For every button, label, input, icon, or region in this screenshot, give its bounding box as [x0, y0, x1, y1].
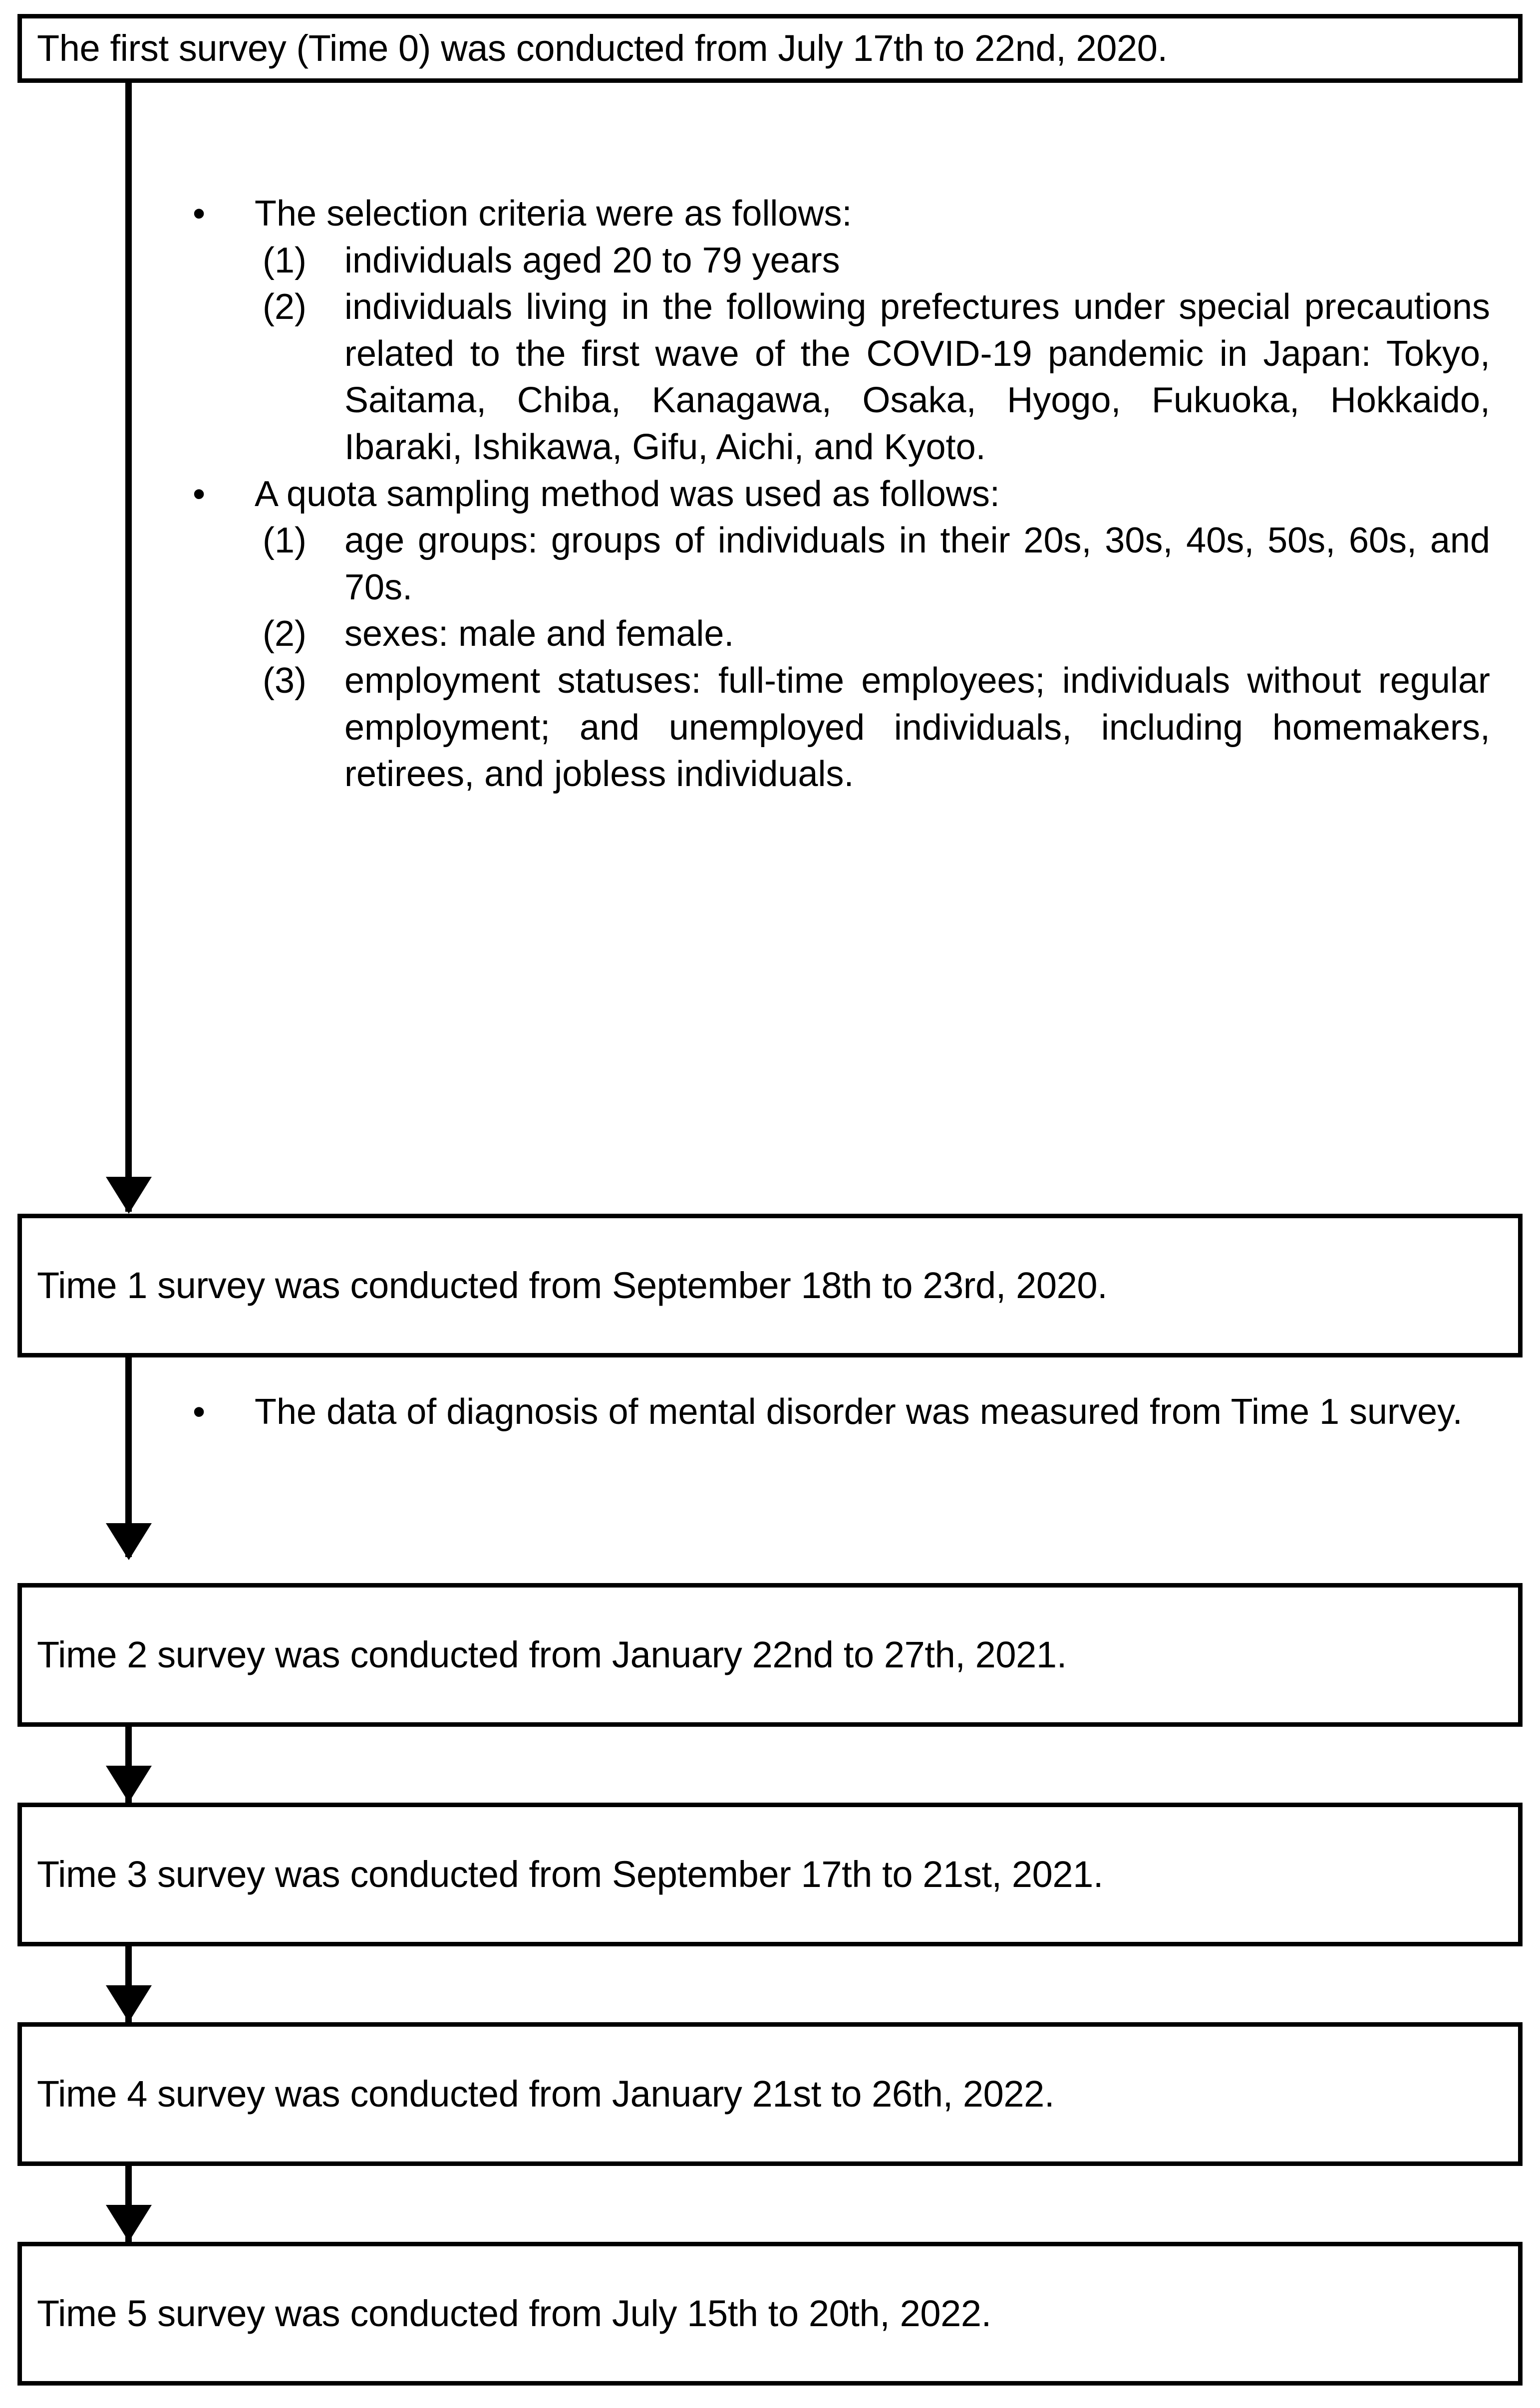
flow-box-time4-label: Time 4 survey was conducted from January 21st to 26th, 2022. — [37, 2073, 1055, 2115]
criteria-item-2-row — [165, 284, 1490, 471]
criteria-item-2-number: (2) — [263, 287, 307, 327]
notes-after-time1 — [165, 1389, 1490, 1436]
flow-box-time2-label: Time 2 survey was conducted from January 22nd to 27th, 2021. — [37, 1634, 1067, 1676]
bullet-dot-icon: • — [193, 194, 206, 234]
criteria-item-2-label: individuals living in the following prefectures under special precautions related to the first wave of the COVID-19 pandemic in Japan: Tokyo, Saitama, Chiba, Kanagawa, Osaka, Hyogo, Fukuoka, Hokkaido, Ibaraki, Ishikawa, Gifu, Aichi, and Kyoto. — [344, 287, 1490, 467]
quota-heading-row — [165, 471, 1490, 518]
criteria-item-1-label: individuals aged 20 to 79 years — [344, 240, 840, 280]
quota-item-2-label: sexes: male and female. — [344, 614, 734, 654]
quota-item-3-label: employment statuses: full-time employees; individuals without regular employment; and unemployed individuals, including homemakers, retirees, and jobless individuals. — [344, 660, 1490, 795]
flow-box-time2 — [17, 1583, 1523, 1727]
flow-box-time0-label: The first survey (Time 0) was conducted from July 17th to 22nd, 2020. — [37, 27, 1168, 69]
flow-box-time3-label: Time 3 survey was conducted from September 17th to 21st, 2021. — [37, 1854, 1104, 1895]
quota-item-3-row — [165, 658, 1490, 798]
quota-heading-label: A quota sampling method was used as follows: — [255, 474, 1000, 514]
notes-after-time0 — [165, 191, 1490, 798]
time1-note-label: The data of diagnosis of mental disorder was measured from Time 1 survey. — [255, 1392, 1463, 1432]
quota-item-3-number: (3) — [263, 660, 307, 701]
criteria-item-1-number: (1) — [263, 240, 307, 280]
criteria-heading-label: The selection criteria were as follows: — [255, 194, 852, 234]
arrowhead-time4-to-time5 — [106, 2205, 152, 2242]
bullet-dot-icon: • — [193, 474, 206, 514]
quota-item-2-row — [165, 611, 1490, 658]
arrowhead-time0-to-time1 — [106, 1177, 152, 1214]
quota-item-1-label: age groups: groups of individuals in their 20s, 30s, 40s, 50s, 60s, and 70s. — [344, 521, 1490, 607]
flow-box-time1 — [17, 1214, 1523, 1357]
flow-box-time4 — [17, 2022, 1523, 2166]
quota-item-1-number: (1) — [263, 521, 307, 561]
flow-box-time1-label: Time 1 survey was conducted from September 18th to 23rd, 2020. — [37, 1265, 1108, 1307]
bullet-dot-icon: • — [193, 1392, 206, 1432]
flow-box-time5 — [17, 2242, 1523, 2386]
flow-box-time0 — [17, 14, 1523, 83]
time1-note-row — [165, 1389, 1490, 1436]
arrowhead-time1-to-time2 — [106, 1523, 152, 1560]
quota-item-1-row — [165, 518, 1490, 611]
criteria-item-1-row — [165, 238, 1490, 284]
flow-box-time3 — [17, 1803, 1523, 1946]
criteria-heading-row — [165, 191, 1490, 238]
quota-item-2-number: (2) — [263, 614, 307, 654]
connector-time0-to-time1 — [125, 83, 132, 1212]
arrowhead-time3-to-time4 — [106, 1985, 152, 2022]
flow-box-time5-label: Time 5 survey was conducted from July 15th to 20th, 2022. — [37, 2293, 991, 2335]
arrowhead-time2-to-time3 — [106, 1766, 152, 1803]
